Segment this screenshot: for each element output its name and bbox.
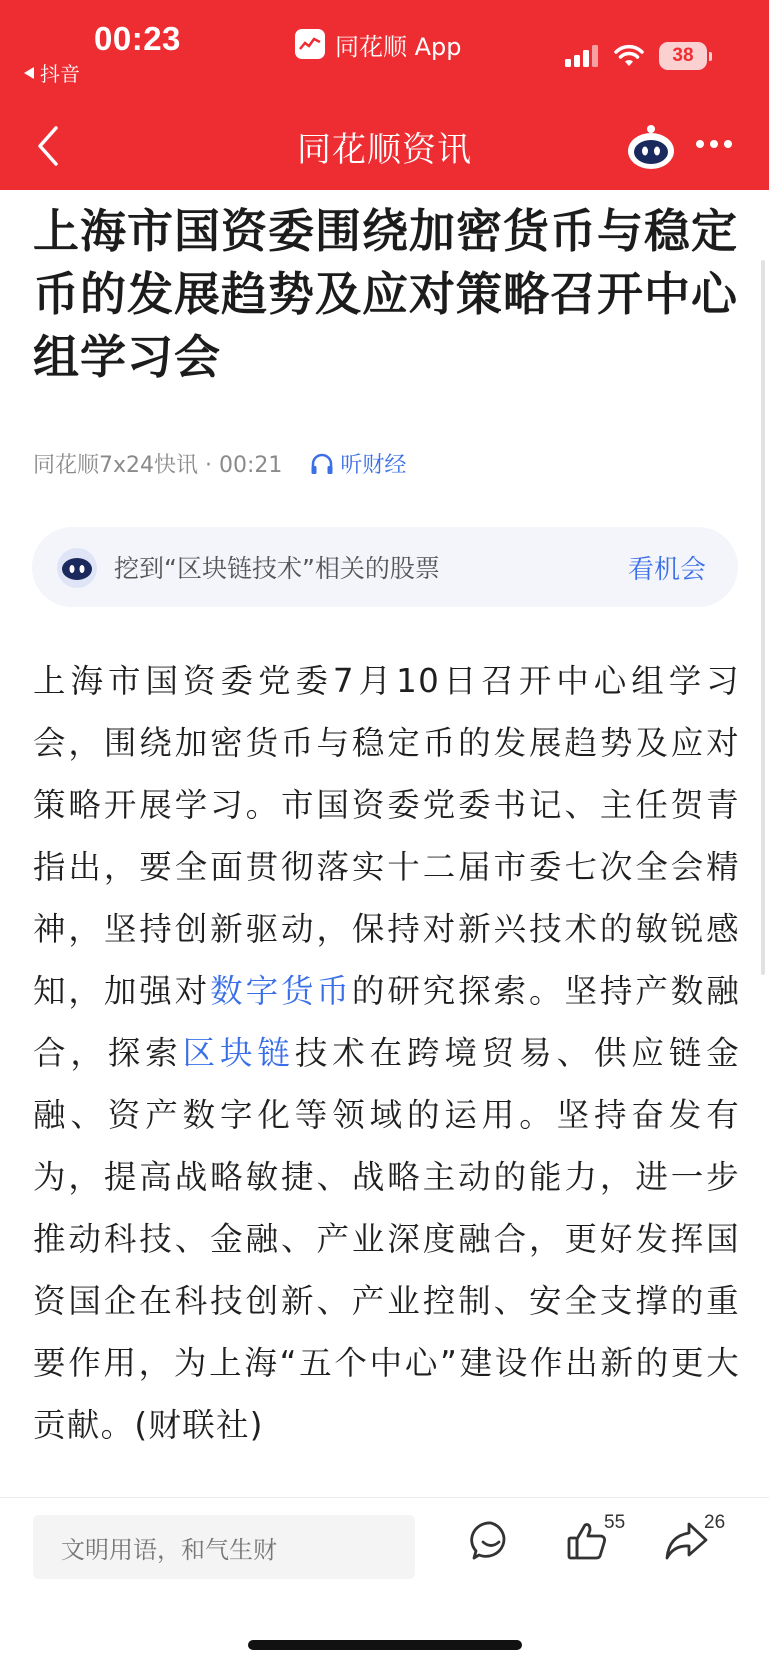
current-app-indicator <box>295 27 462 61</box>
listen-button[interactable] <box>310 448 406 479</box>
wifi-icon <box>613 44 645 68</box>
body-segment: 技术在跨境贸易、供应链金融、资产数字化等领域的运用。坚持奋发有为，提高战略敏捷、战略主动的能力，进一步推动科技、金融、产业深度融合，更好发挥国资国企在科技创新、产业控制、安全支撑的重要作用，为上海“五个中心”建设作出新的更大贡献。(财联社) <box>33 1034 741 1444</box>
source-and-time: 同花顺7x24快讯 · 00:21 <box>33 453 283 478</box>
article-meta <box>33 448 406 479</box>
body-segment: 的研究探索。坚持产数融合，探索 <box>33 972 740 1072</box>
keyword-link-blockchain[interactable]: 区块链 <box>182 1034 295 1072</box>
article-body <box>33 650 740 1456</box>
app-icon <box>295 29 325 59</box>
comment-icon <box>470 1520 512 1562</box>
body-segment: 上海市国资委党委7月10日召开中心组学习会，围绕加密货币与稳定币的发展趋势及应对策略开展学习。市国资委党委书记、主任贺青指出，要全面贯彻落实十二届市委七次全会精神，坚持创新驱动，保持对新兴技术的敏锐感知，加强对 <box>33 662 740 1010</box>
back-triangle-icon <box>24 67 34 79</box>
listen-label: 听财经 <box>340 453 407 478</box>
battery-level: 38 <box>672 45 694 66</box>
robot-assistant-icon[interactable] <box>625 120 677 172</box>
more-options-icon[interactable] <box>694 138 734 150</box>
current-app-label: 同花顺 App <box>335 32 462 61</box>
status-icons <box>565 42 707 70</box>
headphones-icon <box>310 453 334 475</box>
see-opportunity-link[interactable]: 看机会 <box>627 554 706 585</box>
comment-button[interactable] <box>470 1520 512 1566</box>
thumbs-up-icon <box>566 1520 608 1562</box>
share-count: 26 <box>704 1512 726 1533</box>
status-time: 00:23 <box>94 20 181 57</box>
scrollbar[interactable] <box>761 260 765 975</box>
share-button[interactable] <box>664 1512 726 1566</box>
related-stocks-banner[interactable] <box>32 527 738 607</box>
signal-icon <box>565 45 599 67</box>
like-button[interactable] <box>566 1512 626 1566</box>
comment-input[interactable] <box>33 1515 415 1579</box>
keyword-link-digital-currency[interactable]: 数字货币 <box>210 972 352 1010</box>
home-indicator[interactable] <box>248 1640 522 1650</box>
bottom-divider <box>0 1497 769 1498</box>
share-icon <box>664 1520 708 1562</box>
robot-icon <box>54 544 100 590</box>
article-title: 上海市国资委围绕加密货币与稳定币的发展趋势及应对策略召开中心组学习会 <box>33 204 738 384</box>
battery-indicator <box>659 42 707 70</box>
like-count: 55 <box>604 1512 626 1533</box>
banner-text: 挖到“区块链技术”相关的股票 <box>114 554 440 583</box>
comment-placeholder: 文明用语，和气生财 <box>61 1535 277 1564</box>
page-title: 同花顺资讯 <box>297 130 472 170</box>
back-to-app[interactable] <box>24 58 80 87</box>
back-app-label: 抖音 <box>40 62 80 86</box>
top-header <box>0 0 769 190</box>
